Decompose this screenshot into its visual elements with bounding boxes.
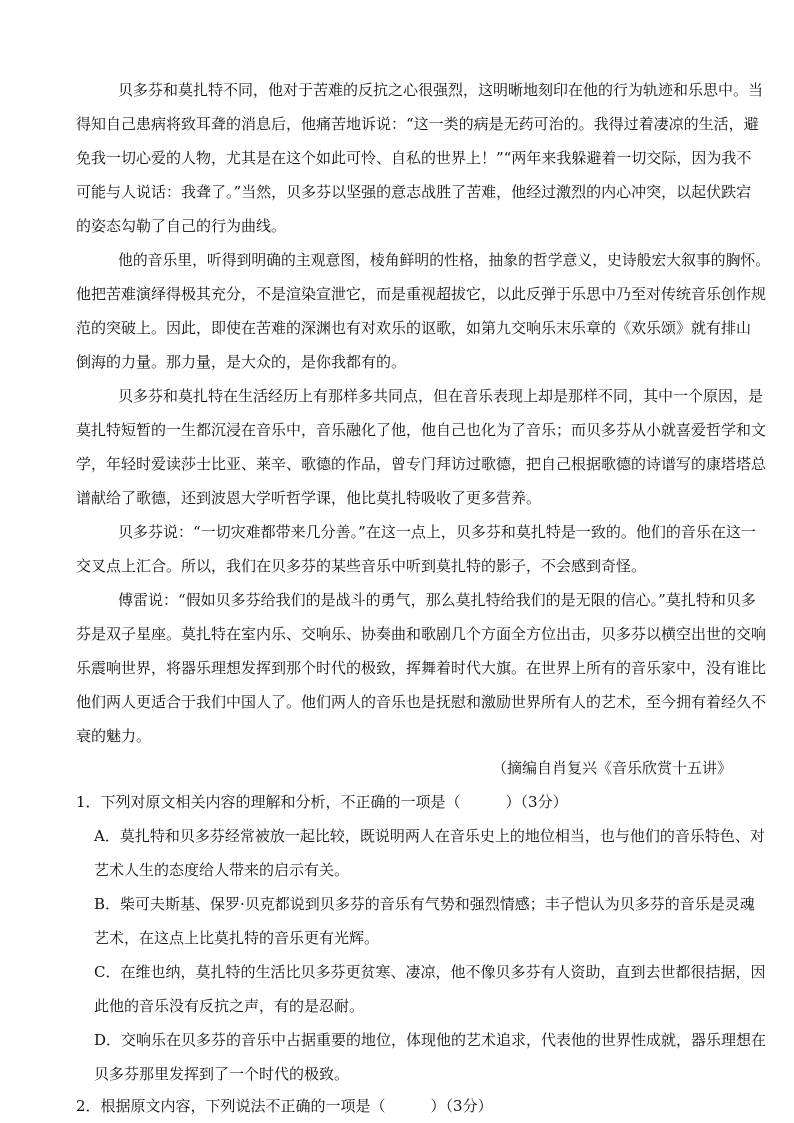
- paragraph-line: 贝多芬和莫扎特不同，他对于苦难的反抗之心很强烈，这明晰地刻印在他的行为轨迹和乐思中。当: [118, 81, 764, 99]
- option-line: A．莫扎特和贝多芬经常被放一起比较，既说明两人在音乐史上的地位相当，也与他们的音乐特色、对: [94, 827, 765, 845]
- paragraph-line: 倒海的力量。那力量，是大众的，是你我都有的。: [76, 353, 407, 371]
- question-stem: 1．下列对原文相关内容的理解和分析，不正确的一项是（ ）（3分）: [76, 793, 568, 811]
- paragraph-line: 衰的魅力。: [76, 727, 152, 745]
- paragraph-line: 可能与人说话：我聋了。”当然，贝多芬以坚强的意志战胜了苦难，他经过激烈的内心冲突，以起伏跌宕: [76, 183, 752, 201]
- option-line: D．交响乐在贝多芬的音乐中占据重要的地位，体现他的艺术追求，代表他的世界性成就，器乐理想在: [94, 1031, 767, 1049]
- paragraph-line: 交叉点上汇合。所以，我们在贝多芬的某些音乐中听到莫扎特的影子，不会感到奇怪。: [76, 557, 647, 575]
- paragraph-line: 范的突破上。因此，即使在苦难的深渊也有对欢乐的讴歌，如第九交响乐末乐章的《欢乐颂》就有排山: [76, 319, 752, 337]
- passage-source: （摘编自肖复兴《音乐欣赏十五讲》: [492, 759, 733, 777]
- paragraph-line: 他的音乐里，听得到明确的主观意图，棱角鲜明的性格，抽象的哲学意义，史诗般宏大叙事的胸怀。: [118, 251, 771, 269]
- paragraph-line: 的姿态勾勒了自己的行为曲线。: [76, 217, 287, 235]
- paragraph-line: 莫扎特短暂的一生都沉浸在音乐中，音乐融化了他，他自己也化为了音乐；而贝多芬从小就喜爱哲学和文: [76, 421, 767, 439]
- paragraph-line: 傅雷说：“假如贝多芬给我们的是战斗的勇气，那么莫扎特给我们的是无限的信心。”莫扎特和贝多: [118, 591, 756, 609]
- option-line: 艺术，在这点上比莫扎特的音乐更有光辉。: [94, 929, 380, 947]
- paragraph-line: 得知自己患病将致耳聋的消息后，他痛苦地诉说：“这一类的病是无药可治的。我得过着凄凉的生活，避: [76, 115, 759, 133]
- paragraph-line: 他把苦难演绎得极其充分，不是渲染宣泄它，而是重视超拔它，以此反弹于乐思中乃至对传统音乐创作规: [76, 285, 767, 303]
- paragraph-line: 他们两人更适合于我们中国人了。他们两人的音乐也是抚慰和激励世界所有人的艺术，至今拥有着经久不: [76, 693, 767, 711]
- paragraph-line: 贝多芬说：“一切灾难都带来几分善。”在这一点上，贝多芬和莫扎特是一致的。他们的音乐在这一: [118, 523, 756, 541]
- paragraph-line: 芬是双子星座。莫扎特在室内乐、交响乐、协奏曲和歌剧几个方面全方位出击，贝多芬以横空出世的交响: [76, 625, 767, 643]
- option-line: 此他的音乐没有反抗之声，有的是忍耐。: [94, 997, 365, 1015]
- paragraph-line: 免我一切心爱的人物，尤其是在这个如此可怜、自私的世界上！”“两年来我躲避着一切交际，因为我不: [76, 149, 752, 167]
- option-line: 贝多芬那里发挥到了一个时代的极致。: [94, 1065, 350, 1083]
- paragraph-line: 学，年轻时爱读莎士比亚、莱辛、歌德的作品，曾专门拜访过歌德，把自己根据歌德的诗谱写的康塔塔总: [76, 455, 767, 473]
- paragraph-line: 贝多芬和莫扎特在生活经历上有那样多共同点，但在音乐表现上却是那样不同，其中一个原因，是: [118, 387, 764, 405]
- option-line: 艺术人生的态度给人带来的启示有关。: [94, 861, 350, 879]
- paragraph-line: 谱献给了歌德，还到波恩大学听哲学课，他比莫扎特吸收了更多营养。: [76, 489, 542, 507]
- paragraph-line: 乐震响世界，将器乐理想发挥到那个时代的极致，挥舞着时代大旗。在世界上所有的音乐家中，没有谁比: [76, 659, 767, 677]
- option-line: B．柴可夫斯基、保罗·贝克都说到贝多芬的音乐有气势和强烈情感；丰子恺认为贝多芬的音乐是灵魂: [94, 895, 755, 913]
- option-line: C．在维也纳，莫扎特的生活比贝多芬更贫寒、凄凉，他不像贝多芬有人资助，直到去世都很拮据，因: [94, 963, 766, 981]
- question-stem: 2．根据原文内容，下列说法不正确的一项是（ ）（3分）: [76, 1097, 493, 1115]
